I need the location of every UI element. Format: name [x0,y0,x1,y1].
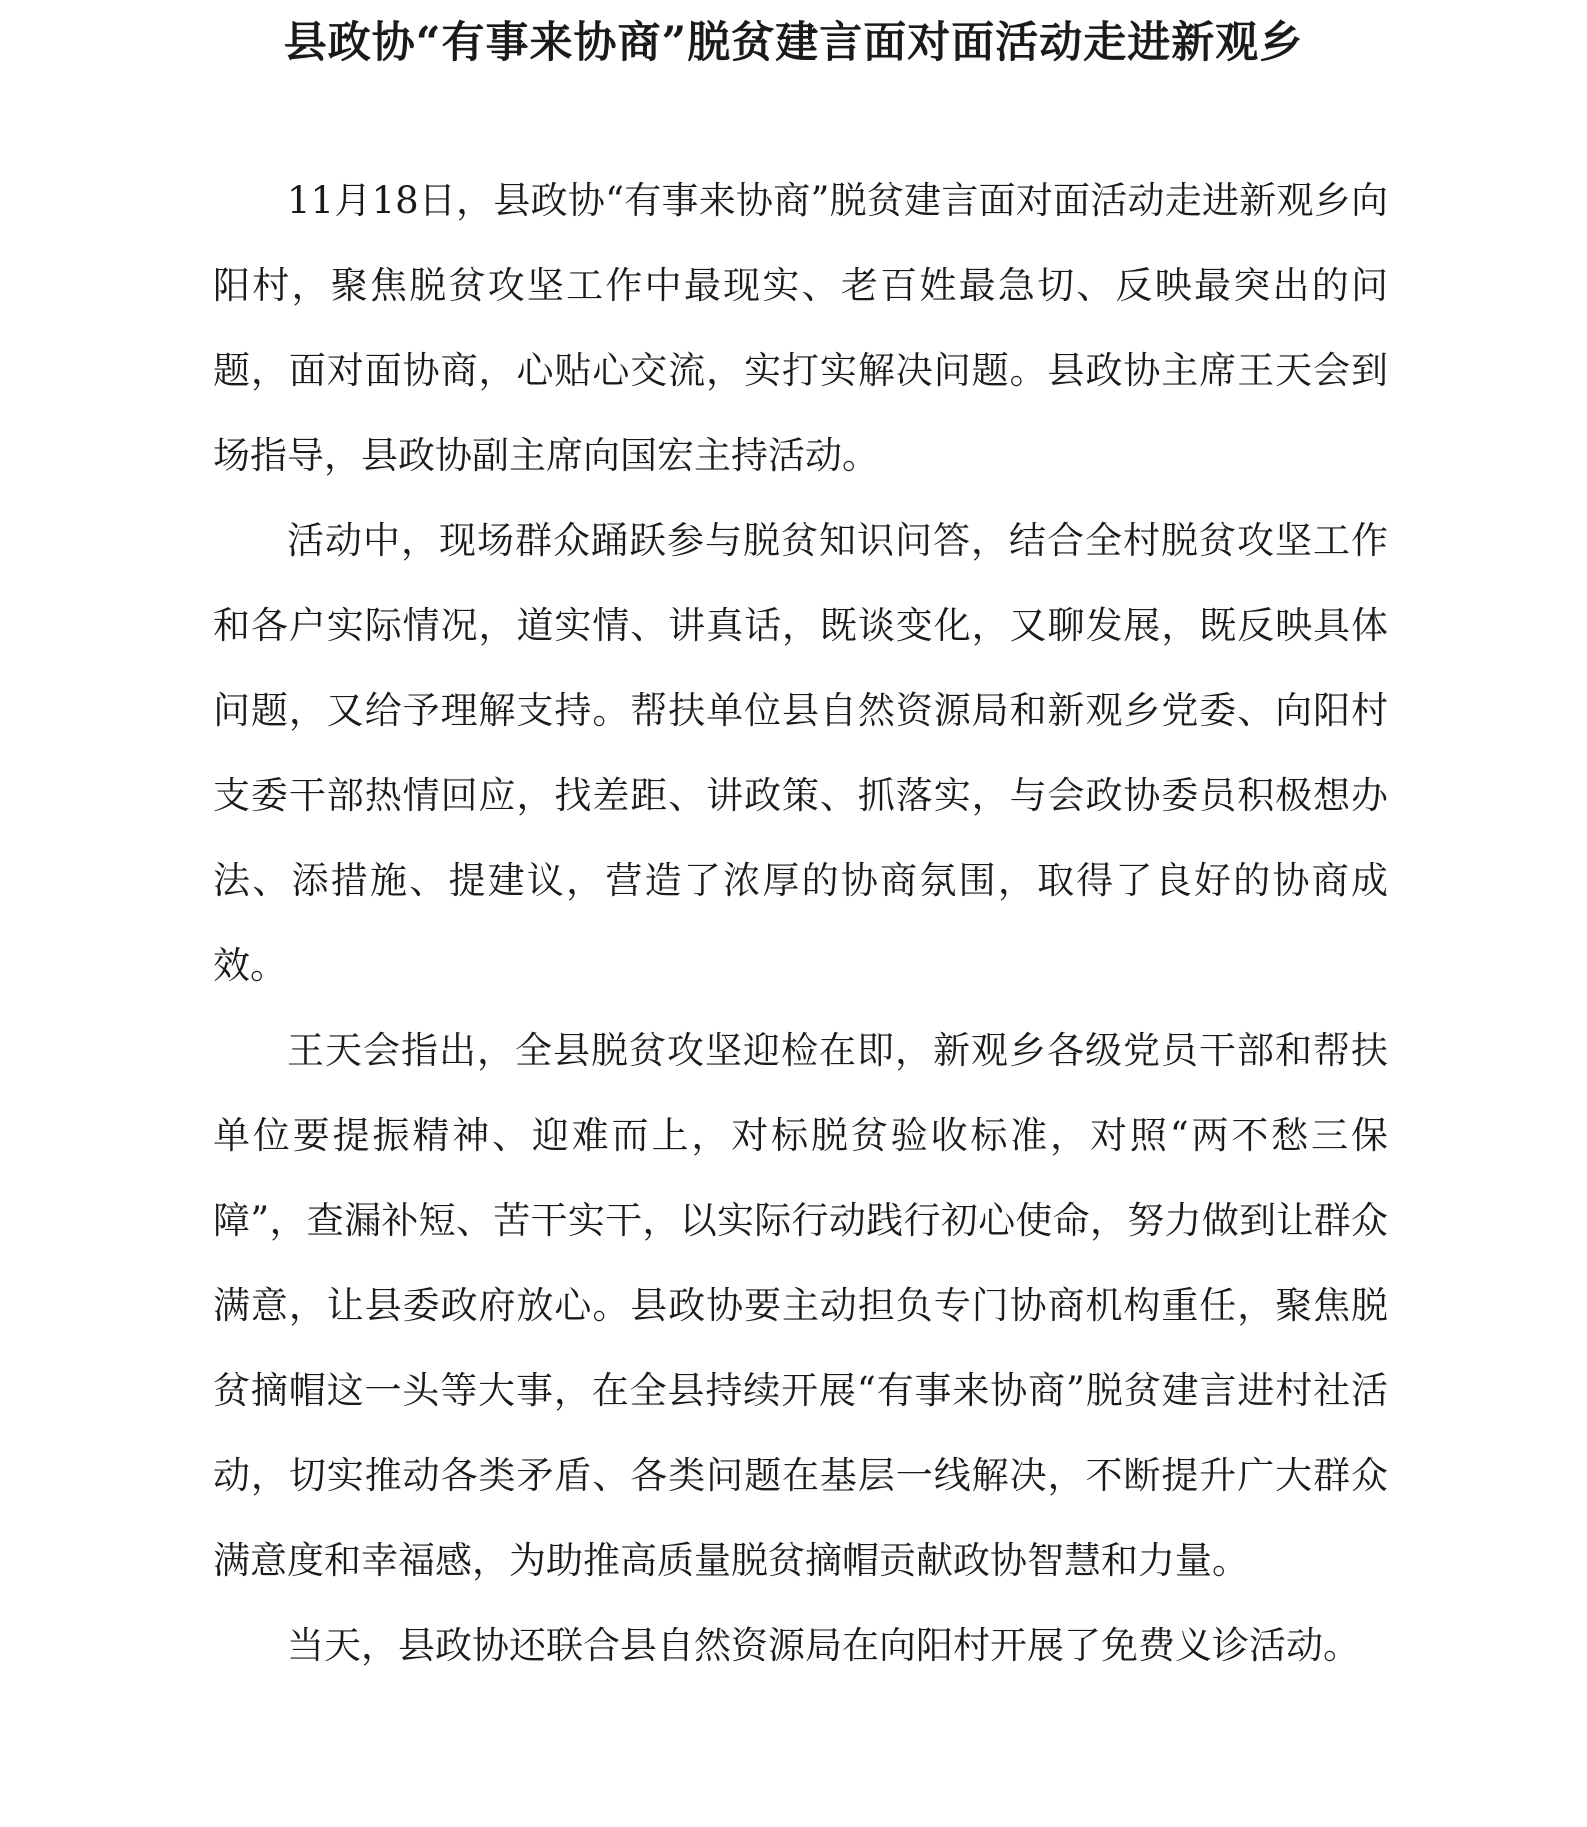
paragraph-3: 王天会指出，全县脱贫攻坚迎检在即，新观乡各级党员干部和帮扶单位要提振精神、迎难而上，对标脱贫验收标准，对照“两不愁三保障”，查漏补短、苦干实干，以实际行动践行初心使命，努力做到让群众满意，让县委政府放心。县政协要主动担负专门协商机构重任，聚焦脱贫摘帽这一头等大事，在全县持续开展“有事来协商”脱贫建言进村社活动，切实推动各类矛盾、各类问题在基层一线解决，不断提升广大群众满意度和幸福感，为助推高质量脱贫摘帽贡献政协智慧和力量。 [213,1029,1388,1582]
paragraph-1: 11月18日，县政协“有事来协商”脱贫建言面对面活动走进新观乡向阳村，聚焦脱贫攻坚工作中最现实、老百姓最急切、反映最突出的问题，面对面协商，心贴心交流，实打实解决问题。县政协主席王天会到场指导，县政协副主席向国宏主持活动。 [213,179,1388,477]
article-body [213,158,1388,1688]
article-title: 县政协“有事来协商”脱贫建言面对面活动走进新观乡 [283,18,1304,68]
paragraph-4: 当天，县政协还联合县自然资源局在向阳村开展了免费义诊活动。 [287,1624,1360,1667]
paragraph-2: 活动中，现场群众踊跃参与脱贫知识问答，结合全村脱贫攻坚工作和各户实际情况，道实情、讲真话，既谈变化，又聊发展，既反映具体问题，又给予理解支持。帮扶单位县自然资源局和新观乡党委、向阳村支委干部热情回应，找差距、讲政策、抓落实，与会政协委员积极想办法、添措施、提建议，营造了浓厚的协商氛围，取得了良好的协商成效。 [213,519,1388,987]
